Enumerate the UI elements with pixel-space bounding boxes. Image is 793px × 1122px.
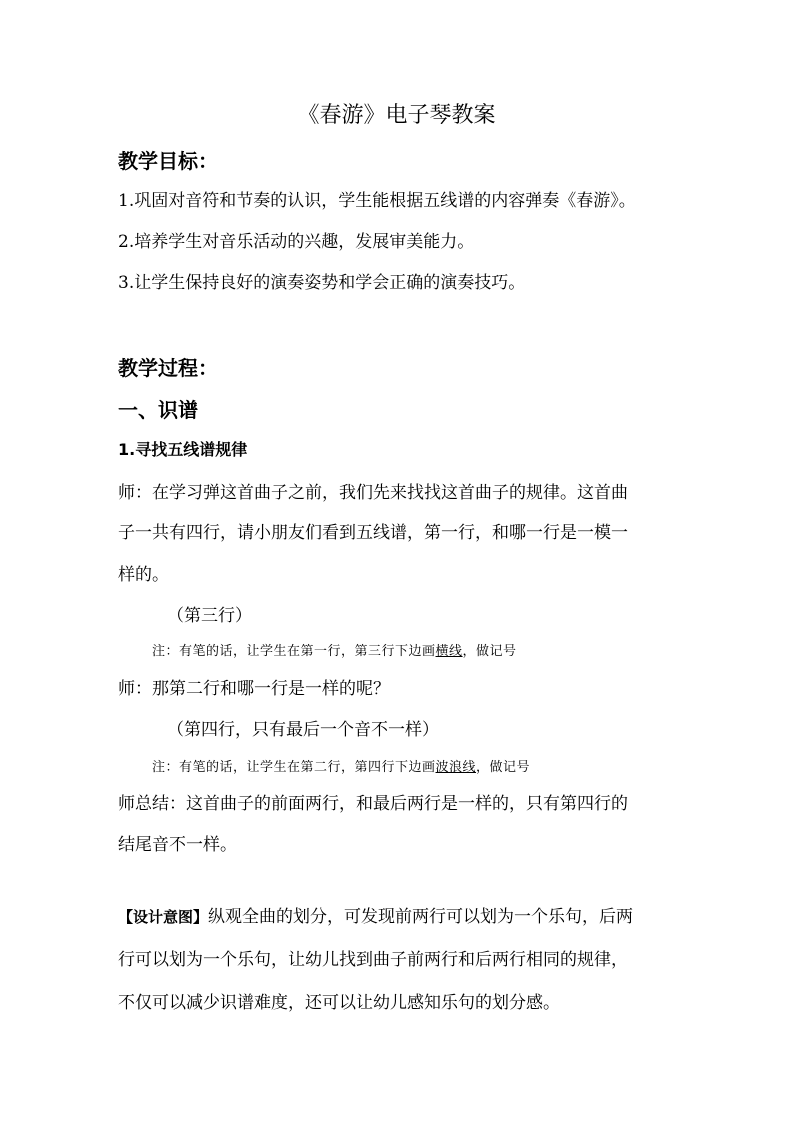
answer-1: （第三行） bbox=[167, 606, 252, 626]
note-2 bbox=[152, 758, 530, 778]
design-intent-line-2: 行可以划为一个乐句，让幼儿找到曲子前两行和后两行相同的规律， bbox=[118, 950, 628, 970]
note-1-suffix: ，做记号 bbox=[462, 644, 517, 659]
summary-line-2: 结尾音不一样。 bbox=[118, 835, 237, 855]
note-2-underlined: 波浪线 bbox=[435, 760, 477, 775]
teacher-question-2: 师：那第二行和哪一行是一样的呢？ bbox=[118, 679, 390, 699]
design-intent-text-1: 纵观全曲的划分，可发现前两行可以划为一个乐句，后两 bbox=[208, 907, 634, 927]
note-1 bbox=[152, 642, 517, 662]
answer-2: （第四行，只有最后一个音不一样） bbox=[167, 720, 439, 740]
design-intent-label: 【设计意图】 bbox=[118, 908, 209, 926]
note-2-suffix: ，做记号 bbox=[476, 760, 531, 775]
goals-heading: 教学目标： bbox=[118, 149, 218, 173]
process-heading: 教学过程： bbox=[118, 356, 218, 380]
note-2-prefix: 注：有笔的话，让学生在第二行，第四行下边画 bbox=[152, 760, 436, 775]
design-intent-line-3: 不仅可以减少识谱难度，还可以让幼儿感知乐句的划分感。 bbox=[118, 993, 560, 1013]
summary-line-1: 师总结：这首曲子的前面两行，和最后两行是一样的，只有第四行的 bbox=[118, 794, 628, 814]
note-1-prefix: 注：有笔的话，让学生在第一行，第三行下边画 bbox=[152, 644, 436, 659]
section-1-heading: 一、识谱 bbox=[118, 398, 198, 422]
teacher-question-line-3: 样的。 bbox=[118, 565, 169, 585]
teacher-question-line-1: 师：在学习弹这首曲子之前，我们先来找找这首曲子的规律。这首曲 bbox=[118, 483, 628, 503]
goal-item-1: 1.巩固对音符和节奏的认识，学生能根据五线谱的内容弹奏《春游》。 bbox=[118, 191, 636, 211]
subsection-1-heading: 1.寻找五线谱规律 bbox=[118, 440, 248, 459]
document-title: 《春游》电子琴教案 bbox=[297, 103, 496, 128]
teacher-question-line-2: 子一共有四行，请小朋友们看到五线谱，第一行，和哪一行是一模一 bbox=[118, 523, 628, 543]
goal-item-3: 3.让学生保持良好的演奏姿势和学会正确的演奏技巧。 bbox=[118, 273, 526, 293]
goal-item-2: 2.培养学生对音乐活动的兴趣，发展审美能力。 bbox=[118, 232, 475, 252]
design-intent-line-1 bbox=[118, 902, 633, 932]
note-1-underlined: 横线 bbox=[435, 644, 463, 659]
